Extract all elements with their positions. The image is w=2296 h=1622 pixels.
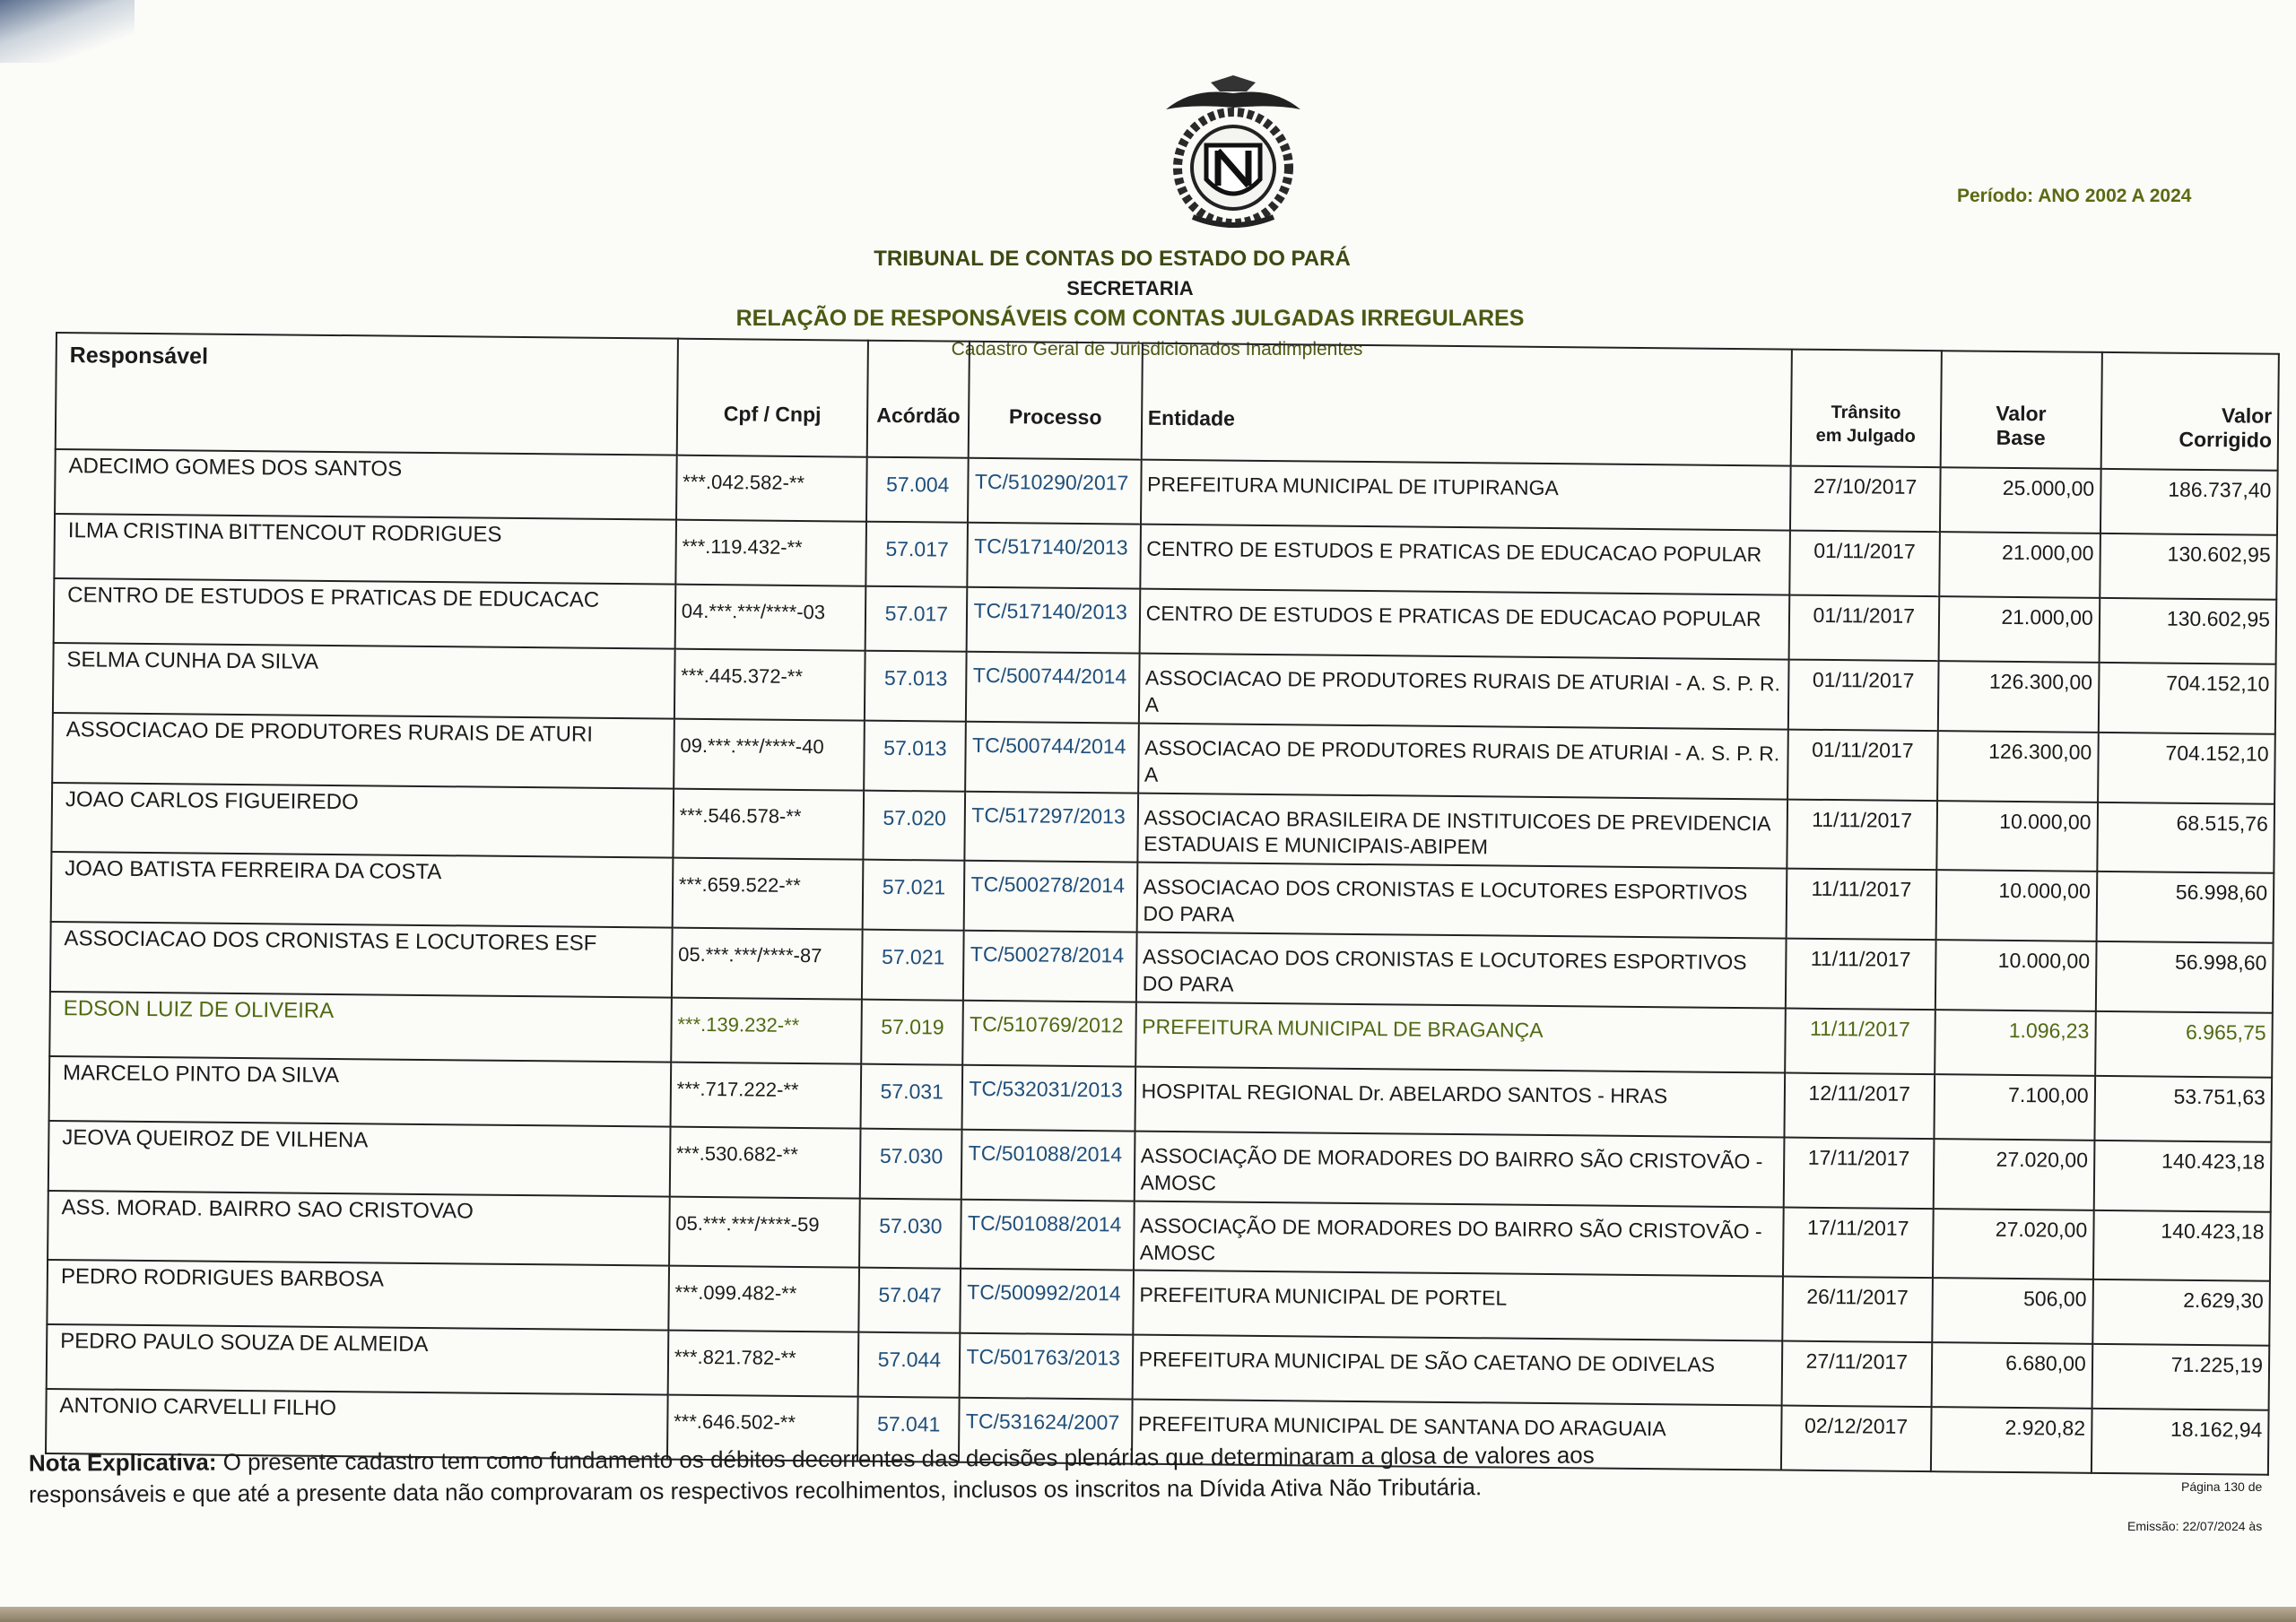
cell-cpf: ***.659.522-** — [672, 858, 863, 930]
cell-processo: TC/500278/2014 — [964, 861, 1137, 932]
responsaveis-table-wrap — [45, 332, 2280, 1476]
cell-valor-corrigido: 130.602,95 — [2100, 533, 2277, 600]
col-header-processo: Processo — [969, 342, 1142, 460]
cell-processo: TC/501763/2013 — [960, 1333, 1133, 1400]
cell-processo: TC/501088/2014 — [961, 1130, 1135, 1201]
cell-acordao: 57.030 — [859, 1198, 961, 1269]
cell-responsavel: ASSOCIACAO DOS CRONISTAS E LOCUTORES ESF — [50, 922, 673, 997]
cell-valor-base: 25.000,00 — [1940, 467, 2101, 533]
scan-bottom-edge — [0, 1607, 2296, 1622]
cell-acordao: 57.017 — [865, 586, 968, 652]
col-header-valor-base — [1940, 351, 2101, 469]
col-header-entidade: Entidade — [1141, 343, 1791, 466]
cell-acordao: 57.031 — [861, 1064, 963, 1130]
cell-responsavel: JOAO CARLOS FIGUEIREDO — [51, 783, 674, 858]
cell-valor-corrigido: 2.629,30 — [2092, 1279, 2270, 1346]
cell-processo: TC/500744/2014 — [966, 722, 1139, 794]
cell-cpf: 05.***.***/****-87 — [672, 928, 863, 1000]
cell-transito: 11/11/2017 — [1787, 799, 1937, 870]
report-title: RELAÇÃO DE RESPONSÁVEIS COM CONTAS JULGADAS IRREGULARES — [735, 306, 1525, 331]
cell-entidade: PREFEITURA MUNICIPAL DE ITUPIRANGA — [1141, 460, 1791, 531]
col-header-valor-base-line1: Valor — [1996, 401, 2047, 426]
cell-acordao: 57.019 — [861, 1000, 963, 1065]
cell-responsavel: SELMA CUNHA DA SILVA — [53, 643, 675, 718]
cell-entidade: CENTRO DE ESTUDOS E PRATICAS DE EDUCACAO POPULAR — [1139, 589, 1789, 660]
cell-processo: TC/500992/2014 — [961, 1269, 1134, 1335]
cell-transito: 01/11/2017 — [1788, 595, 1939, 662]
cell-valor-base: 10.000,00 — [1935, 871, 2097, 941]
cell-processo: TC/517140/2013 — [967, 587, 1140, 654]
cell-cpf: 09.***.***/****-40 — [674, 718, 865, 790]
cell-valor-corrigido: 56.998,60 — [2096, 872, 2274, 943]
scan-corner-shadow — [0, 0, 135, 63]
cell-valor-corrigido: 704.152,10 — [2099, 663, 2276, 734]
cell-valor-corrigido: 6.965,75 — [2095, 1011, 2273, 1078]
explanatory-note — [29, 1439, 1625, 1511]
cell-entidade: PREFEITURA MUNICIPAL DE SANTANA DO ARAGUAIA — [1132, 1400, 1782, 1470]
cell-entidade: ASSOCIAÇÃO DE MORADORES DO BAIRRO SÃO CRISTOVÃO - AMOSC — [1134, 1201, 1784, 1277]
cell-cpf: ***.099.482-** — [668, 1266, 859, 1332]
cell-valor-base: 6.680,00 — [1931, 1343, 2092, 1409]
cell-transito: 01/11/2017 — [1787, 729, 1938, 800]
cell-cpf: ***.530.682-** — [670, 1127, 861, 1199]
cell-responsavel: ANTONIO CARVELLI FILHO — [46, 1389, 667, 1460]
cell-entidade: HOSPITAL REGIONAL Dr. ABELARDO SANTOS - HRAS — [1135, 1066, 1785, 1137]
cell-valor-corrigido: 71.225,19 — [2092, 1344, 2269, 1410]
col-header-valor-corrigido-line2: Corrigido — [2179, 427, 2273, 452]
cell-entidade: ASSOCIACAO BRASILEIRA DE INSTITUICOES DE PREVIDENCIA ESTADUAIS E MUNICIPAIS-ABIPEM — [1137, 793, 1787, 869]
cell-acordao: 57.013 — [865, 651, 967, 722]
cell-responsavel: CENTRO DE ESTUDOS E PRATICAS DE EDUCACAC — [54, 578, 675, 649]
cell-acordao: 57.044 — [858, 1332, 961, 1398]
cell-transito: 17/11/2017 — [1784, 1137, 1935, 1208]
cell-cpf: ***.139.232-** — [671, 998, 862, 1064]
cell-responsavel: PEDRO PAULO SOUZA DE ALMEIDA — [47, 1324, 668, 1395]
cell-acordao: 57.047 — [859, 1268, 961, 1333]
cell-transito: 11/11/2017 — [1786, 869, 1936, 940]
cell-cpf: ***.821.782-** — [667, 1331, 858, 1397]
cell-acordao: 57.004 — [866, 457, 969, 523]
report-subtitle: Cadastro Geral de Jurisdicionados Inadimplentes — [951, 339, 1363, 360]
responsaveis-table — [45, 332, 2280, 1476]
cell-processo: TC/517140/2013 — [968, 523, 1141, 589]
cell-acordao: 57.017 — [866, 522, 969, 587]
cell-processo: TC/510290/2017 — [968, 458, 1141, 525]
cell-acordao: 57.041 — [857, 1397, 960, 1462]
col-header-responsavel: Responsável — [56, 333, 678, 455]
cell-responsavel: ASSOCIACAO DE PRODUTORES RURAIS DE ATURI — [52, 713, 674, 788]
cell-valor-corrigido: 186.737,40 — [2100, 469, 2278, 535]
cell-cpf: 05.***.***/****-59 — [669, 1196, 860, 1268]
col-header-transito-line2: em Julgado — [1815, 425, 1916, 447]
cell-transito: 27/10/2017 — [1790, 466, 1941, 533]
cell-processo: TC/500278/2014 — [963, 931, 1136, 1002]
cell-entidade: ASSOCIACAO DOS CRONISTAS E LOCUTORES ESPORTIVOS DO PARA — [1136, 932, 1787, 1009]
cell-responsavel: ADECIMO GOMES DOS SANTOS — [55, 449, 676, 520]
col-header-valor-corrigido-line1: Valor — [2221, 403, 2273, 428]
cell-transito: 26/11/2017 — [1782, 1277, 1933, 1343]
cell-valor-base: 126.300,00 — [1937, 731, 2099, 802]
cell-cpf: ***.042.582-** — [676, 455, 867, 522]
cell-entidade: ASSOCIACAO DOS CRONISTAS E LOCUTORES ESPORTIVOS DO PARA — [1136, 863, 1787, 939]
state-coat-of-arms-emblem — [1157, 74, 1309, 235]
cell-cpf: ***.445.372-** — [674, 649, 865, 721]
cell-valor-corrigido: 140.423,18 — [2093, 1141, 2271, 1212]
col-header-transito — [1790, 350, 1941, 468]
col-header-valor-base-line2: Base — [1996, 425, 2046, 450]
cell-valor-corrigido: 130.602,95 — [2099, 598, 2276, 664]
cell-transito: 27/11/2017 — [1781, 1341, 1932, 1408]
cell-valor-base: 27.020,00 — [1933, 1139, 2094, 1210]
cell-valor-corrigido: 704.152,10 — [2098, 733, 2275, 804]
cell-entidade: CENTRO DE ESTUDOS E PRATICAS DE EDUCACAO POPULAR — [1140, 525, 1790, 595]
cell-transito: 12/11/2017 — [1784, 1072, 1935, 1139]
cell-valor-base: 7.100,00 — [1934, 1074, 2095, 1141]
table-header-row — [56, 333, 2279, 471]
organization-title: TRIBUNAL DE CONTAS DO ESTADO DO PARÁ — [874, 247, 1351, 271]
cell-entidade: ASSOCIACAO DE PRODUTORES RURAIS DE ATURIAI - A. S. P. R. A — [1139, 654, 1789, 730]
col-header-transito-line1: Trânsito — [1831, 403, 1901, 423]
department-title: SECRETARIA — [1066, 277, 1194, 299]
period-label: Período: ANO 2002 A 2024 — [1957, 186, 2192, 206]
cell-processo: TC/517297/2013 — [965, 791, 1138, 863]
cell-acordao: 57.020 — [864, 790, 966, 861]
cell-processo: TC/500744/2014 — [966, 652, 1139, 724]
cell-valor-base: 10.000,00 — [1935, 940, 2097, 1010]
cell-responsavel: ILMA CRISTINA BITTENCOUT RODRIGUES — [54, 514, 675, 585]
cell-cpf: ***.717.222-** — [670, 1063, 861, 1129]
cell-responsavel: MARCELO PINTO DA SILVA — [49, 1056, 671, 1127]
cell-transito: 11/11/2017 — [1785, 1008, 1935, 1074]
col-header-cpf: Cpf / Cnpj — [677, 339, 869, 457]
cell-acordao: 57.021 — [862, 930, 964, 1001]
cell-transito: 01/11/2017 — [1789, 531, 1940, 597]
cell-cpf: ***.646.502-** — [667, 1395, 858, 1462]
cell-transito: 02/12/2017 — [1781, 1406, 1932, 1472]
cell-responsavel: JEOVA QUEIROZ DE VILHENA — [48, 1121, 671, 1196]
cell-entidade: ASSOCIAÇÃO DE MORADORES DO BAIRRO SÃO CRISTOVÃO - AMOSC — [1134, 1131, 1784, 1207]
cell-cpf: ***.546.578-** — [673, 788, 864, 860]
cell-valor-corrigido: 53.751,63 — [2094, 1076, 2272, 1142]
cell-responsavel: ASS. MORAD. BAIRRO SAO CRISTOVAO — [48, 1191, 670, 1266]
cell-transito: 01/11/2017 — [1788, 660, 1939, 731]
cell-processo: TC/532031/2013 — [962, 1065, 1135, 1132]
cell-processo: TC/531624/2007 — [959, 1398, 1132, 1464]
emission-date: Emissão: 22/07/2024 às — [2127, 1519, 2263, 1533]
cell-valor-base: 21.000,00 — [1939, 532, 2100, 598]
cell-cpf: ***.119.432-** — [675, 520, 866, 586]
cell-responsavel: EDSON LUIZ DE OLIVEIRA — [49, 992, 671, 1063]
note-label: Nota Explicativa: — [28, 1448, 217, 1477]
cell-transito: 17/11/2017 — [1783, 1207, 1934, 1278]
cell-acordao: 57.021 — [863, 860, 965, 931]
cell-valor-corrigido: 140.423,18 — [2093, 1210, 2271, 1282]
cell-entidade: PREFEITURA MUNICIPAL DE SÃO CAETANO DE ODIVELAS — [1132, 1335, 1782, 1406]
col-header-acordao: Acórdão — [867, 341, 970, 458]
col-header-valor-corrigido — [2100, 352, 2279, 471]
cell-acordao: 57.030 — [860, 1129, 962, 1200]
note-text: O presente cadastro tem como fundamento os débitos decorrentes das decisões plenárias que determinaram a glosa de valores aos responsáveis e que até a presente data não comprovaram os respectivos recolhimentos, inclusos os inscritos na Dívida Ativa Não Tributária. — [29, 1441, 1595, 1509]
cell-valor-corrigido: 18.162,94 — [2092, 1409, 2269, 1475]
cell-transito: 11/11/2017 — [1786, 939, 1936, 1010]
cell-entidade: ASSOCIACAO DE PRODUTORES RURAIS DE ATURIAI - A. S. P. R. A — [1138, 723, 1788, 799]
cell-valor-base: 21.000,00 — [1938, 596, 2100, 663]
cell-responsavel: JOAO BATISTA FERREIRA DA COSTA — [51, 852, 674, 927]
cell-entidade: PREFEITURA MUNICIPAL DE PORTEL — [1133, 1271, 1783, 1341]
cell-valor-corrigido: 68.515,76 — [2097, 802, 2274, 873]
cell-valor-base: 126.300,00 — [1938, 661, 2100, 732]
cell-valor-base: 1.096,23 — [1935, 1010, 2096, 1076]
cell-valor-base: 2.920,82 — [1931, 1408, 2092, 1474]
cell-acordao: 57.013 — [864, 720, 966, 791]
cell-responsavel: PEDRO RODRIGUES BARBOSA — [47, 1260, 668, 1331]
cell-cpf: 04.***.***/****-03 — [674, 585, 865, 651]
cell-valor-base: 27.020,00 — [1933, 1209, 2094, 1279]
cell-valor-base: 10.000,00 — [1936, 801, 2098, 872]
table-body — [46, 449, 2278, 1475]
cell-processo: TC/510769/2012 — [963, 1001, 1136, 1067]
cell-processo: TC/501088/2014 — [961, 1199, 1134, 1271]
cell-valor-corrigido: 56.998,60 — [2096, 941, 2274, 1013]
cell-entidade: PREFEITURA MUNICIPAL DE BRAGANÇA — [1135, 1002, 1786, 1073]
page-number: Página 130 de — [2181, 1479, 2263, 1494]
cell-valor-base: 506,00 — [1932, 1279, 2093, 1345]
